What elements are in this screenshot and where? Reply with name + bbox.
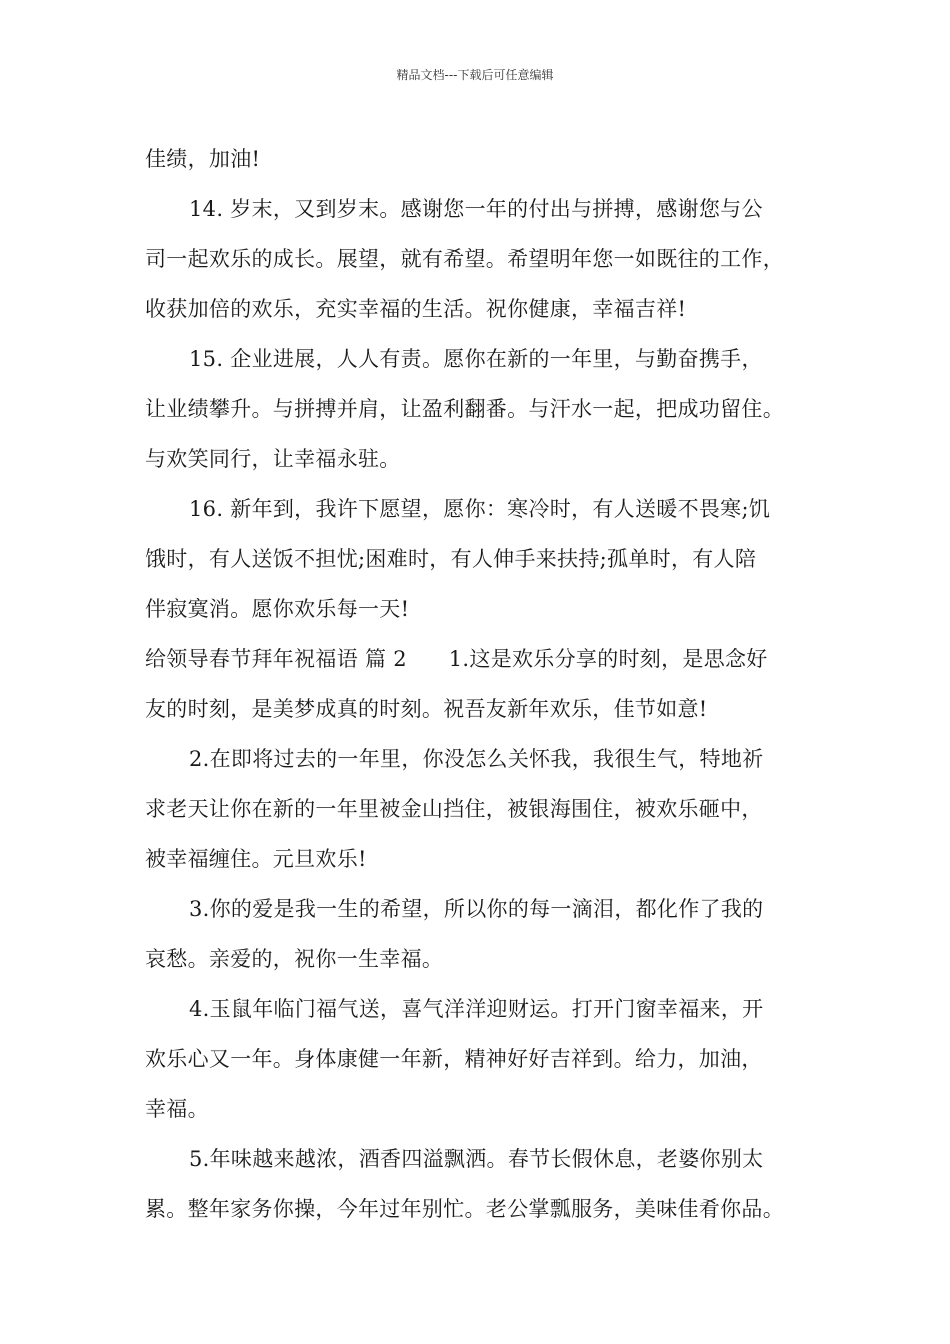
text-line: 佳绩，加油! [145,147,261,171]
text-line: 欢乐心又一年。身体康健一年新，精神好好吉祥到。给力，加油， [145,1047,763,1071]
text-line: 2.在即将过去的一年里，你没怎么关怀我，我很生气，特地祈 [189,747,764,771]
document-body [145,134,825,1234]
text-line: 司一起欢乐的成长。展望，就有希望。希望明年您一如既往的工作， [145,247,784,271]
text-line: 求老天让你在新的一年里被金山挡住，被银海围住，被欢乐砸中， [145,797,763,821]
text-line: 饿时，有人送饭不担忧;困难时，有人伸手来扶持;孤单时，有人陪 [145,547,757,571]
text-line: 让业绩攀升。与拼搏并肩，让盈利翻番。与汗水一起，把成功留住。 [145,397,784,421]
text-line: 与欢笑同行，让幸福永驻。 [145,447,401,471]
text-line: 哀愁。亲爱的，祝你一生幸福。 [145,947,444,971]
text-line: 累。整年家务你操，今年过年别忙。老公掌瓢服务，美味佳肴你品。 [145,1197,784,1221]
text-line: 伴寂寞消。愿你欢乐每一天! [145,597,410,621]
text-line: 被幸福缠住。元旦欢乐! [145,847,367,871]
text-line: 5.年味越来越浓，酒香四溢飘洒。春节长假休息，老婆你别太 [189,1147,764,1171]
text-line: 友的时刻，是美梦成真的时刻。祝吾友新年欢乐，佳节如意! [145,697,708,721]
text-line: 15. 企业进展，人人有责。愿你在新的一年里，与勤奋携手， [189,347,763,371]
text-line: 16. 新年到，我许下愿望，愿你：寒冷时，有人送暖不畏寒;饥 [189,497,771,521]
text-line: 收获加倍的欢乐，充实幸福的生活。祝你健康，幸福吉祥! [145,297,687,321]
section-heading-line: 给领导春节拜年祝福语 篇 2 1.这是欢乐分享的时刻，是思念好 [145,647,768,671]
page-header: 精品文档---下载后可任意编辑 [396,68,554,82]
text-line: 3.你的爱是我一生的希望，所以你的每一滴泪，都化作了我的 [189,897,764,921]
text-line: 幸福。 [145,1097,209,1121]
text-line: 4.玉鼠年临门福气送，喜气洋洋迎财运。打开门窗幸福来，开 [189,997,764,1021]
text-line: 14. 岁末，又到岁末。感谢您一年的付出与拼搏，感谢您与公 [189,197,763,221]
